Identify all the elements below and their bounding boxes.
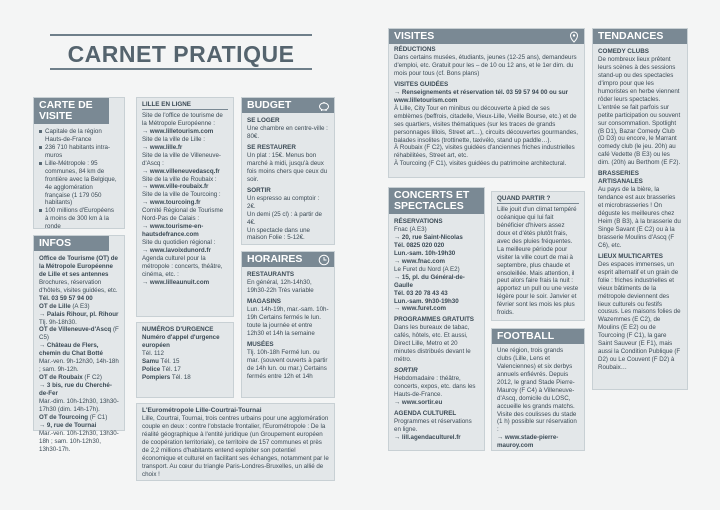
lieux-multicartes: LIEUX MULTICARTES (598, 252, 663, 260)
concerts-agenda: AGENDA CULTUREL (394, 409, 457, 417)
concerts-programmes-text: Dans les bureaux de tabac, cafés, hôtels, etc. Et aussi, Direct Lille, Metro et 20 minutes distribués devant le métro. (394, 324, 471, 364)
ot-roubaix-address: → 3 bis, rue du Cherché-de-Fer (39, 382, 112, 397)
horaires-title: HORAIRES (247, 253, 303, 265)
horaires-restaurants-text: En général, 12h-14h30, 19h30-22h Très variable (247, 279, 314, 294)
visites-guidees: VISITES GUIDÉES (394, 80, 449, 88)
visites-guidees-lille: À Lille, City Tour en minibus ou découverte à pied de ses emblèmes (beffrois, citadelle, Vieux-Lille, Vieille Bourse, etc.) et de ses quartiers, visites thématiques (sur les traces de grands personnages lillois, Street art…), circuits découvertes gourmandes, balades insolites (trottinette, taxivélo, stand up paddle…). (394, 104, 578, 144)
link[interactable]: → www.tourisme-en-hautsdefrance.com (142, 223, 204, 239)
samu-label: Samu (142, 357, 159, 365)
map-ref: (F C5) (39, 326, 119, 342)
infos-box (33, 235, 125, 453)
carte-header: CARTE DE VISITE (34, 98, 109, 124)
fnac-address: → 20, rue Saint-Nicolas (394, 234, 463, 242)
ot-villeneuve-hours: Mar.-ven. 9h-12h30, 14h-18h ; sam. 9h-12h. (39, 358, 119, 374)
horaires-musees: MUSÉES (247, 340, 274, 348)
visites-reductions-text: Dans certains musées, étudiants, jeunes (12-25 ans), demandeurs d'emploi, etc. Gratuit pour les – de 10 ou 12 ans, et le 1er dim. du mois pour tous (cf. Bons plans) (394, 54, 577, 77)
text-line: Site de la ville de Roubaix : (142, 175, 217, 183)
page-title: CARNET PRATIQUE (67, 41, 295, 67)
budget-title: BUDGET (247, 99, 292, 111)
fnac: Fnac (A E3) (394, 226, 427, 234)
urgence-sub: Numéro d'appel d'urgence européen (142, 334, 220, 349)
lille-en-ligne-title: LILLE EN LIGNE (142, 101, 228, 110)
tendances-box (592, 28, 688, 390)
comedy-clubs-text: De nombreux lieux prêtent leurs scènes à des sessions stand-up ou des spectacles d'impro pour que les humoristes en herbe viennent rôder leurs spectacles. L'entrée se fait parfois sur petite participation ou souvent sur consommation. Spotlight (B D1), Bazar Comedy Club (D D3) ou encore, le Marrant comedy club (le jeu. 20h) au café Vedette (B E3) ou les dim. (20h) au Berthom (E F2). (598, 56, 681, 167)
list-item: Capitale de la région Hauts-de-France (39, 128, 119, 144)
budget-sortir-text2: Un demi (25 cl) : à partir de 4€. (247, 210, 322, 226)
horaires-restaurants: RESTAURANTS (247, 271, 295, 279)
brasseries: BRASSERIES ARTISANALES (598, 170, 643, 186)
ot-villeneuve-address: → Château de Flers, chemin du Chat Botté (39, 342, 103, 358)
fnac-link[interactable]: → www.fnac.com (394, 257, 445, 265)
concerts-reservations: RÉSERVATIONS (394, 218, 443, 226)
ot-lille-hours: Tlj. 9h-18h30. (39, 318, 77, 326)
visites-reductions: RÉDUCTIONS (394, 46, 436, 54)
text-line: Agenda culturel pour la métropole : concerts, théâtre, cinéma, etc. : (142, 254, 223, 278)
ot-tourcoing: OT de Tourcoing (39, 413, 89, 421)
infos-header: INFOS (34, 236, 109, 251)
link[interactable]: → www.ville-roubaix.fr (142, 183, 209, 191)
fnac-hours: Lun.-sam. 10h-19h30 (394, 249, 456, 257)
map-ref: (F C1) (89, 413, 108, 421)
concerts-header: CONCERTS ET SPECTACLES (389, 188, 484, 214)
map-ref: (F C2) (84, 374, 102, 382)
visites-title: VISITES (394, 30, 435, 42)
urgence-112: Tél. 112 (142, 349, 164, 357)
eurometropole-box (136, 403, 335, 481)
list-item: 236 710 habitants intra-muros (39, 144, 119, 160)
quand-partir-title: QUAND PARTIR ? (497, 195, 579, 204)
urgence-box (136, 322, 234, 398)
ot-lille-address: → Palais Rihour, pl. Rihour (39, 310, 119, 318)
piggy-bank-icon (318, 100, 330, 112)
pompiers-label: Pompiers (142, 373, 171, 381)
lieux-multicartes-text: Des espaces immenses, un esprit alternatif et un grain de folie : friches industrielles et vieux bâtiments de la métropole deviennent des lieux culturels ou festifs cousus. Les maisons folies de Wazemmes (E C2), de Moulins (E E2) ou de Tourcoing (F C1), la gare Saint Sauveur (E F1), mais aussi la Condition Publique (F D2) ou Le Couvent (F D2) à Roubaix… (598, 260, 681, 372)
budget-sortir: SORTIR (247, 186, 271, 194)
police-number: Tél. 17 (161, 365, 181, 373)
visites-guidees-contact[interactable]: → Renseignements et réservation tél. 03 59 57 94 00 ou sur www.lilletourism.com (394, 88, 569, 104)
ot-roubaix-hours: Mar.-dim. 10h-12h30, 13h30-17h30 (dim. 14h-17h). (39, 397, 119, 413)
link[interactable]: → www.lavoixdunord.fr (142, 246, 211, 254)
concerts-box (388, 187, 485, 451)
concerts-sortir: SORTIR (394, 367, 418, 375)
budget-loger: SE LOGER (247, 117, 280, 125)
comedy-clubs: COMEDY CLUBS (598, 48, 649, 56)
brasseries-text: Au pays de la bière, la tendance est aux brasseries et microbrasseries ! On déguste les meilleures chez Heim (B B3), à la brasserie du Singe Savant (E C2) ou à la brasserie Moulins d'Ascq (F C6), etc. (598, 186, 681, 249)
page-title-block (50, 34, 312, 72)
furet-hours: Lun.-sam. 9h30-19h30 (394, 297, 459, 305)
link[interactable]: → www.lilleaunuit.com (142, 278, 210, 286)
concerts-agenda-text: Programmes et réservations en ligne. (394, 417, 472, 433)
horaires-musees-text: Tlj. 10h-18h Fermé lun. ou mar. (souvent ouverts à partir de 14h lun. ou mar.) Certains fermés entre 12h et 14h (247, 348, 328, 380)
concerts-programmes: PROGRAMMES GRATUITS (394, 316, 474, 324)
ot-tourcoing-hours: Mar.-ven. 10h-12h30, 13h30-18h ; sam. 10h-12h30, 13h30-17h. (39, 429, 119, 453)
list-item: 100 millions d'Européens à moins de 300 km à la ronde (39, 207, 119, 231)
tendances-header: TENDANCES (593, 29, 687, 44)
furet-address: → 15, pl. du Général-de-Gaulle (394, 273, 465, 289)
ot-tourcoing-address: → 9, rue de Tournai (39, 421, 97, 429)
stade-link[interactable]: → www.stade-pierre-mauroy.com (497, 434, 559, 450)
quand-partir-box (491, 191, 585, 321)
visites-header (389, 29, 584, 44)
ot-main-title: Office de Tourisme (OT) de la Métropole Européenne de Lille et ses antennes (39, 255, 118, 278)
visites-guidees-tourcoing: À Tourcoing (F C1), visites guidées du patrimoine architectural. (394, 160, 567, 168)
horaires-box (241, 251, 335, 398)
pompiers-number: Tél. 18 (171, 373, 191, 381)
horaires-magasins-text: Lun. 14h-19h, mar.-sam. 10h-19h Certains fermés le lun. toute la journée et entre 12h30 et 14h la semaine (247, 305, 329, 337)
text-line: Comité Régional de Tourisme Nord-Pas de Calais : (142, 207, 224, 223)
quand-partir-text: Lille jouit d'un climat tempéré océanique qui lui fait bénéficier d'hivers assez doux et d'étés plutôt frais, avec des pluies fréquentes. La meilleure période pour visiter la ville court de mai à septembre, plus chaude et ensoleillée. Mais attention, il peut alors faire frais la nuit : apportez un pull ou une veste légère pour le soir. Janvier et février sont les mois les plus froids. (497, 206, 579, 317)
map-pin-icon (568, 31, 580, 43)
budget-loger-text: Une chambre en centre-ville : 80€. (247, 125, 328, 140)
furet-link[interactable]: → www.furet.com (394, 305, 447, 313)
samu-number: Tél. 15 (160, 357, 180, 365)
horaires-header (242, 252, 334, 267)
text-line: Site de la ville de Villeneuve-d'Ascq : (142, 151, 221, 167)
ot-roubaix: OT de Roubaix (39, 374, 83, 382)
eurometropole-title: L'Eurométropole Lille-Courtrai-Tournai (142, 407, 262, 414)
ot-lille: OT de Lille (39, 302, 71, 310)
visites-box (388, 28, 585, 178)
text-line: Site de la ville de Tourcoing : (142, 191, 221, 199)
budget-sortir-text: Un espresso au comptoir : 2€. (247, 194, 320, 210)
horaires-magasins: MAGASINS (247, 297, 281, 305)
urgence-title: NUMÉROS D'URGENCE (142, 326, 214, 333)
football-header: FOOTBALL (492, 329, 584, 344)
text-line: Site de l'office de tourisme de la Métropole Européenne : (142, 112, 223, 127)
ot-villeneuve: OT de Villeneuve-d'Ascq (39, 326, 112, 334)
furet-phone: Tél. 03 20 78 43 43 (394, 289, 448, 297)
text-line: Site du quotidien régional : (142, 239, 216, 247)
budget-box (241, 97, 335, 245)
link[interactable]: → www.villeneuvedascq.fr (142, 167, 220, 175)
budget-sortir-text3: Un spectacle dans une maison Folie : 5-12€. (247, 226, 310, 242)
list-item: Lille-Métropole : 95 communes, 84 km de frontière avec la Belgique, 4e agglomération française (1 179 050 habitants) (39, 160, 119, 208)
budget-header (242, 98, 334, 113)
lille-en-ligne-box (136, 97, 234, 317)
carte-list (34, 124, 124, 234)
map-ref: (A E3) (72, 302, 90, 310)
budget-restaurer-text: Un plat : 15€. Menus bon marché à midi, jusqu'à deux fois moins chers que ceux du soir. (247, 151, 328, 183)
budget-restaurer: SE RESTAURER (247, 143, 296, 151)
football-text: Une région, trois grands clubs (Lille, Lens et Valenciennes) et six derbys annuels enfiévrés. Depuis 2012, le grand Stade Pierre-Mauroy (F C4) à Villeneuve-d'Ascq, domicile du LOSC, accueille les grands matchs. Visite des coulisses du stade (1 h) possible sur réservation : (497, 347, 577, 434)
link[interactable]: → www.tourcoing.fr (142, 199, 201, 207)
ot-phone: Tél. 03 59 57 94 00 (39, 294, 93, 302)
police-label: Police (142, 365, 161, 373)
link[interactable]: → www.lilletourism.com (142, 127, 214, 135)
eurometropole-text: Lille, Courtrai, Tournai, trois centres urbains pour une agglomération couple en deux : contre l'obstacle frontalier, l'Eurométropole : De la réalité géographique à l'entité juridique (un Groupement européen de coopération territoriale), ce territoire de 157 communes et près de 2,2 millions d'habitants entend exploiter son potentiel économique et culturel en facilitant ses échanges, notamment par le transport. Au cœur du triangle Paris-Londres-Bruxelles, un allié de choix ! (142, 415, 329, 478)
ot-main-desc: Brochures, réservation d'hôtels, visites guidées, etc. (39, 278, 118, 294)
football-box (491, 328, 585, 451)
concerts-sortir-text: Hebdomadaire : théâtre, concerts, expos, etc. dans les Hauts-de-France. (394, 375, 476, 399)
text-line: Site de la ville de Lille : (142, 135, 205, 143)
furet: Le Furet du Nord (A E2) (394, 265, 460, 273)
clock-icon (318, 254, 330, 266)
carte-de-visite-box (33, 97, 125, 229)
visites-guidees-roubaix: À Roubaix (F C2), visites guidées d'anciennes friches industrielles réhabilitées, Street art, etc. (394, 144, 575, 160)
agenda-link[interactable]: → lill.agendaculturel.fr (394, 433, 461, 441)
fnac-phone: Tél. 0825 020 020 (394, 241, 445, 249)
link[interactable]: → www.lille.fr (142, 143, 183, 151)
sortir-link[interactable]: → www.sortir.eu (394, 398, 443, 406)
